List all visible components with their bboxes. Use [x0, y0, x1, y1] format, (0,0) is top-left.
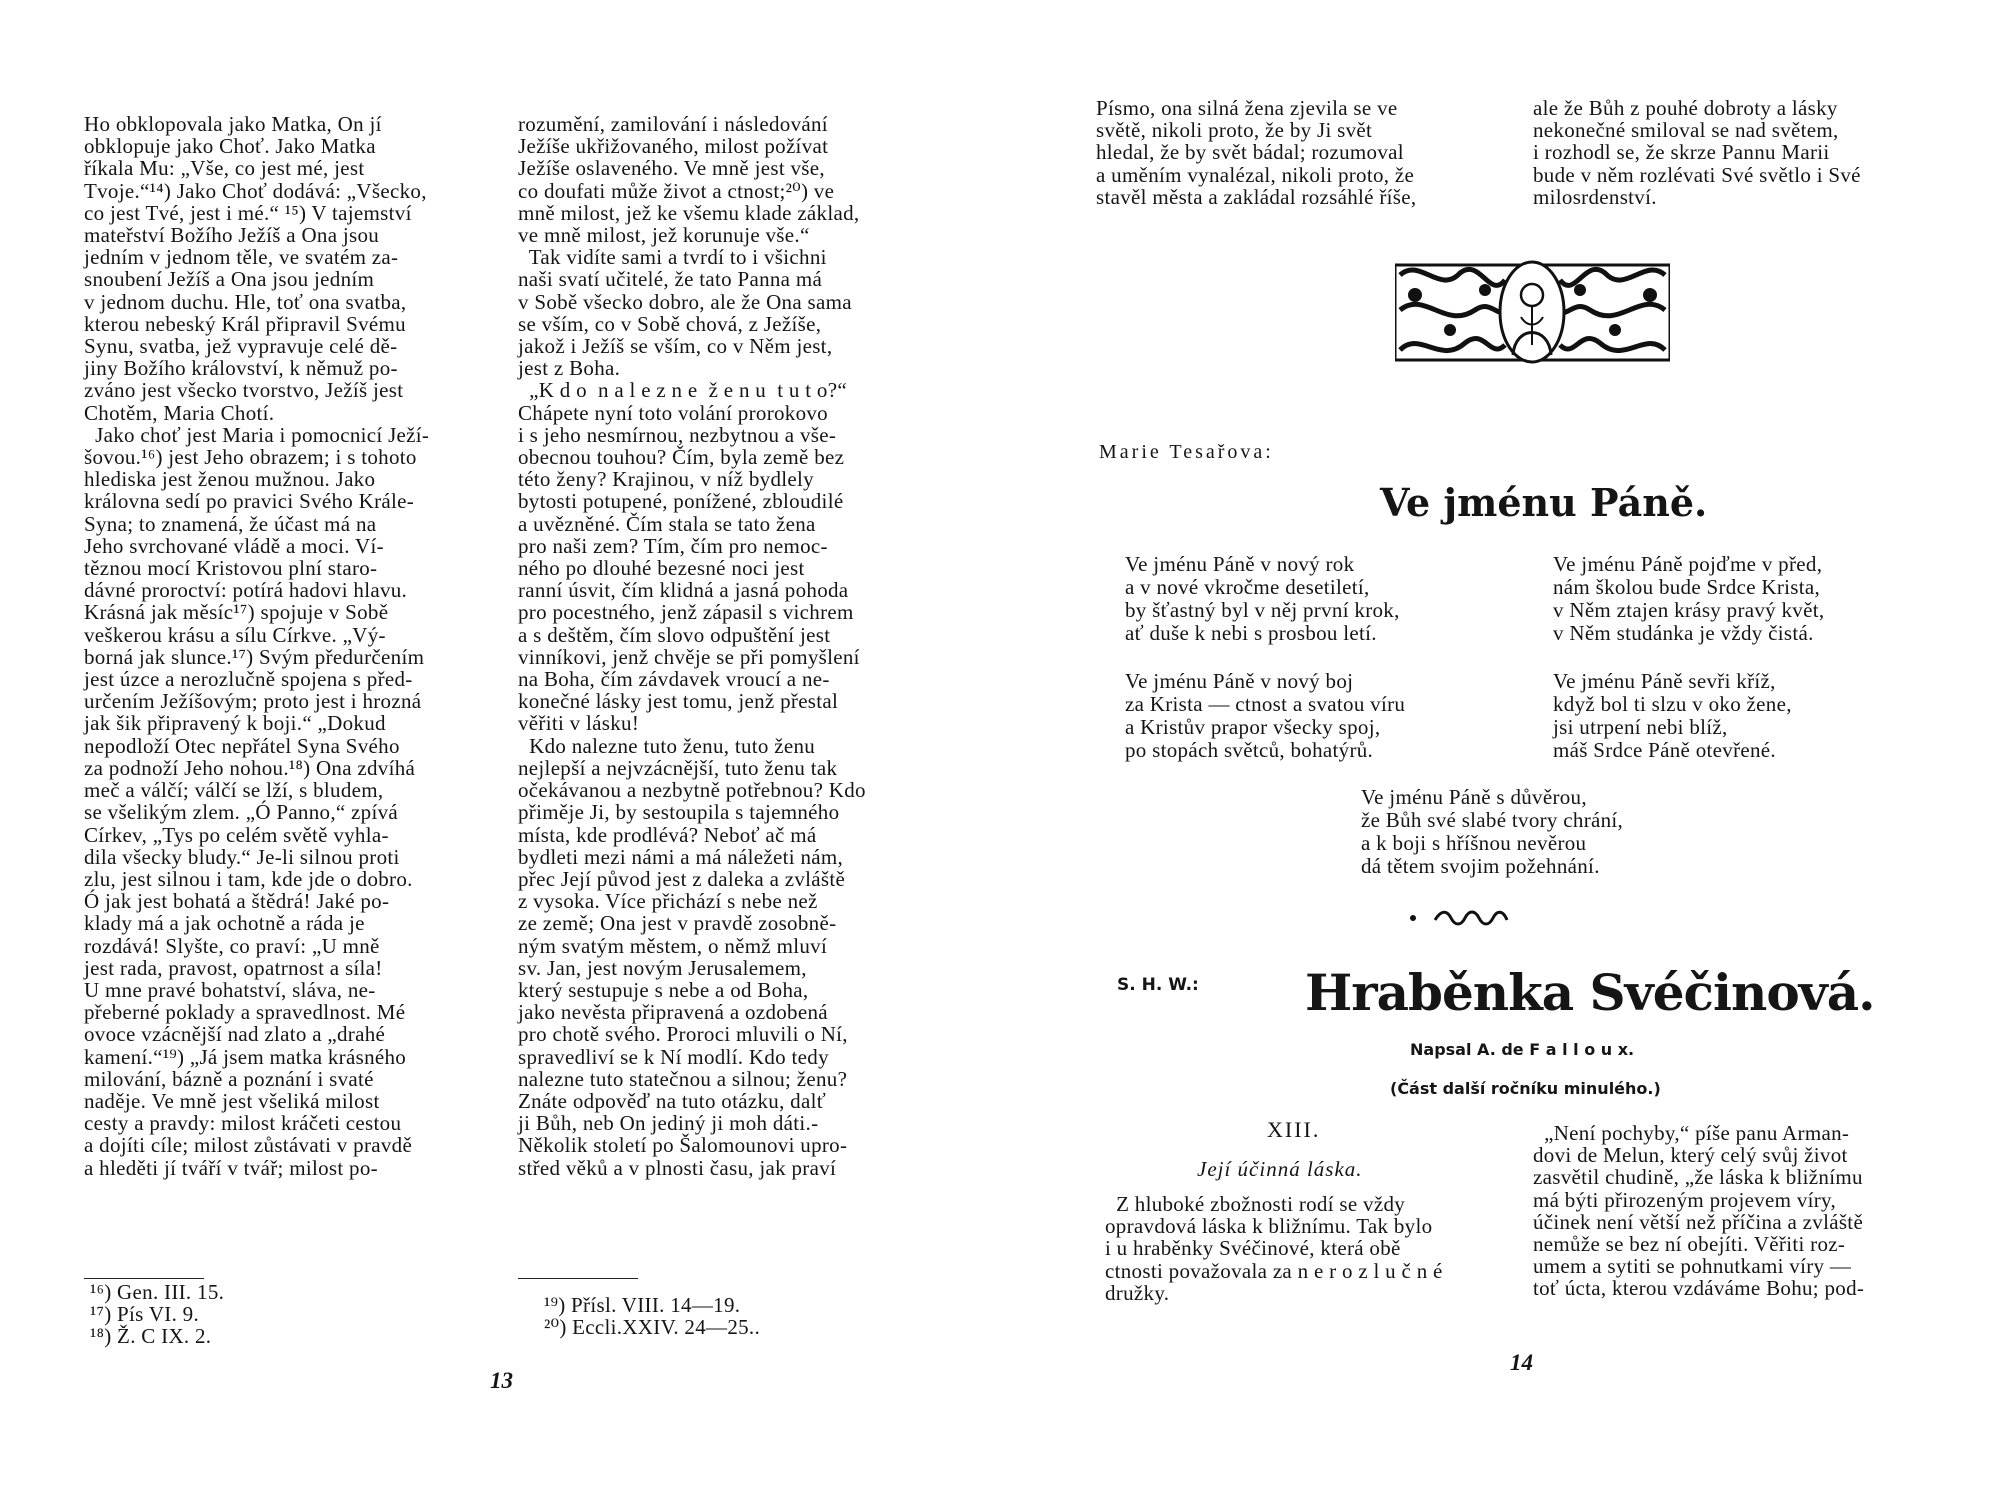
text-line: který sestupuje s nebe a od Boha,: [518, 977, 809, 1002]
text-line: družky.: [1105, 1280, 1170, 1305]
text-line: se všelikým zlem. „Ó Panno,“ zpívá: [84, 800, 399, 825]
text-line: milosrdenství.: [1533, 184, 1657, 209]
text-line: Jeho svrchované vládě a moci. Ví-: [84, 533, 384, 558]
text-line: obklopuje jako Choť. Jako Matka: [84, 134, 376, 159]
story-note: (Část další ročníku minulého.): [1390, 1079, 1661, 1098]
text-line: bytosti potupené, ponížené, zbloudilé: [518, 489, 844, 514]
text-line: milování, bázně a poznání i svaté: [84, 1066, 374, 1091]
text-line: se vším, co v Sobě chová, z Ježíše,: [518, 311, 822, 336]
poem-line: Ve jménu Páně v nový boj: [1125, 669, 1354, 693]
text-line: jest rada, pravost, opatrnost a síla!: [84, 955, 383, 980]
text-line: nejlepší a nejvzácnější, tuto ženu tak: [518, 755, 838, 780]
text-line: Tvoje.“¹⁴) Jako Choť dodává: „Všecko,: [84, 178, 427, 203]
footnote: ¹⁷) Pís VI. 9.: [90, 1302, 200, 1327]
footnote: ²⁰) Eccli.XXIV. 24—25..: [544, 1315, 761, 1340]
poem-line: Ve jménu Páně s důvěrou,: [1361, 785, 1587, 809]
text-line: hledal, že by svět bádal; rozumoval: [1096, 140, 1404, 165]
text-line: Kdo nalezne tuto ženu, tuto ženu: [518, 733, 816, 758]
left-page-column-1: [84, 113, 429, 1179]
text-line: Církev, „Tys po celém světě vyhla-: [84, 822, 389, 847]
text-line: Ho obklopovala jako Matka, On jí: [84, 112, 382, 136]
poem-line: máš Srdce Páně otevřené.: [1553, 738, 1776, 762]
text-line: ného po dlouhé bezesné noci jest: [518, 556, 805, 581]
text-line: přeberné poklady a spravedlnost. Mé: [84, 1000, 406, 1025]
text-line: jest z Boha.: [518, 356, 621, 381]
text-line: a uvězněné. Čím stala se tato žena: [518, 511, 816, 536]
text-line: říkala Mu: „Vše, co jest mé, jest: [84, 156, 365, 181]
text-line: a s deštěm, čím slovo odpuštění jest: [518, 622, 831, 647]
text-line: ctnosti považovala za n e r o z l u č n é: [1105, 1258, 1443, 1283]
poem-line: Ve jménu Páně pojďme v před,: [1553, 552, 1823, 576]
left-page-column-2: [518, 113, 866, 1179]
text-line: přec Její původ jest z daleka a zvláště: [518, 866, 846, 891]
story-author: S. H. W.:: [1117, 975, 1199, 995]
poem-line: jsi utrpení nebi blíž,: [1553, 715, 1728, 739]
text-line: světě, nikoli proto, že by Ji svět: [1096, 118, 1373, 143]
text-line: rozdává! Slyšte, co praví: „U mně: [84, 933, 380, 958]
text-line: i rozhodl se, že skrze Pannu Marii: [1533, 140, 1830, 165]
text-line: obecnou touhou? Čím, byla země bez: [518, 445, 845, 470]
text-line: Chotěm, Maria Chotí.: [84, 400, 275, 425]
text-line: ale že Bůh z pouhé dobroty a lásky: [1533, 96, 1838, 120]
text-line: hlediska jest ženou mužnou. Jako: [84, 467, 376, 492]
text-line: věřiti v lásku!: [518, 711, 640, 736]
text-line: kamení.“¹⁹) „Já jsem matka krásného: [84, 1044, 407, 1069]
text-line: jedním v jednom těle, ve svatém za-: [84, 245, 399, 270]
text-line: bydleti mezi námi a má náležeti nám,: [518, 844, 844, 869]
story-column-2: [1533, 1122, 1864, 1300]
poem-title: Ve jménu Páně.: [1380, 480, 1708, 525]
text-line: U mne pravé bohatství, sláva, ne-: [84, 977, 376, 1002]
poem-line: a v nové vkročme desetiletí,: [1125, 575, 1370, 599]
poem-line: v Něm ztajen krásy pravý květ,: [1553, 598, 1825, 622]
text-line: sv. Jan, jest novým Jerusalemem,: [518, 955, 807, 980]
text-line: mateřství Božího Ježíš a Ona jsou: [84, 223, 380, 248]
poem-line: a k boji s hříšnou nevěrou: [1361, 831, 1587, 855]
text-line: Znáte odpověď na tuto otázku, dalť: [518, 1088, 826, 1113]
text-line: pro naši zem? Tím, čím pro nemoc-: [518, 533, 828, 558]
text-line: této ženy? Krajinou, v níž bydlely: [518, 467, 814, 492]
poem-stanza: [1125, 670, 1405, 762]
poem-author: Marie Tesařova:: [1099, 441, 1274, 463]
footnote-rule: [518, 1278, 638, 1279]
text-line: jak šik připravený k boji.“ „Dokud: [84, 711, 386, 736]
text-line: jakož i Ježíš se vším, co v Něm jest,: [518, 334, 833, 359]
footnote: ¹⁶) Gen. III. 15.: [90, 1280, 225, 1304]
text-line: ranní úsvit, čím klidná a jasná pohoda: [518, 578, 849, 603]
text-line: Jako choť jest Maria i pomocnicí Ježí-: [84, 422, 430, 447]
text-line: borná jak slunce.¹⁷) Svým předurčením: [84, 644, 425, 669]
text-line: Několik století po Šalomounovi upro-: [518, 1133, 848, 1158]
text-line: nalezne tuto statečnou a silnou; ženu?: [518, 1066, 848, 1091]
text-line: nemůže se bez ní obejíti. Věřiti roz-: [1533, 1232, 1846, 1257]
text-line: dovi de Melun, který celý svůj život: [1533, 1143, 1848, 1168]
text-line: má býti přirozeným projevem víry,: [1533, 1187, 1837, 1212]
text-line: ve mně milost, jež korunuje vše.“: [518, 223, 810, 248]
poem-line: a Kristův prapor všecky spoj,: [1125, 715, 1381, 739]
text-line: Ó jak jest bohatá a štědrá! Jaké po-: [84, 889, 390, 914]
chapter-subtitle: Její účinná láska.: [1197, 1157, 1363, 1181]
chapter-number: XIII.: [1267, 1117, 1321, 1142]
text-line: umem a sytiti se pohnutkami víry —: [1533, 1254, 1852, 1279]
text-line: v Sobě všecko dobro, ale že Ona sama: [518, 289, 852, 314]
text-line: a uměním vynalézal, nikoli proto, že: [1096, 162, 1415, 187]
text-line: opravdová láska k bližnímu. Tak bylo: [1105, 1214, 1433, 1239]
text-line: místa, kde prodlévá? Neboť ač má: [518, 822, 817, 847]
text-line: zváno jest všecko tvorstvo, Ježíš jest: [84, 378, 404, 403]
right-page-top-column-2: [1533, 97, 1861, 208]
poem-line: ať duše k nebi s prosbou letí.: [1125, 621, 1377, 645]
text-line: kterou nebeský Král připravil Svému: [84, 311, 406, 336]
right-page: [1005, 0, 2010, 1500]
text-line: veškerou krásu a sílu Církve. „Vý-: [84, 622, 386, 647]
text-line: rozumění, zamilování i následování: [518, 112, 828, 136]
ornamental-vignette: [1395, 255, 1670, 375]
text-line: za podnoží Jeho nohou.¹⁸) Ona zdvíhá: [84, 755, 416, 780]
text-line: šovou.¹⁶) jest Jeho obrazem; i s tohoto: [84, 445, 417, 470]
text-line: ji Bůh, neb On jediný ji moh dáti.-: [518, 1111, 819, 1136]
poem-stanza: [1553, 670, 1792, 762]
poem-stanza: [1125, 553, 1400, 645]
vignette-image: [1395, 255, 1670, 370]
left-page-footnotes-2: [544, 1294, 760, 1338]
text-line: stavěl města a zakládal rozsáhlé říše,: [1096, 184, 1417, 209]
right-page-top-column-1: [1096, 97, 1416, 208]
text-line: z vysoka. Více přichází s nebe než: [518, 889, 818, 914]
text-line: naděje. Ve mně jest všeliká milost: [84, 1088, 380, 1113]
text-line: ovoce vzácnější nad zlato a „drahé: [84, 1022, 386, 1047]
text-line: určením Ježíšovým; proto jest i hrozná: [84, 689, 422, 714]
story-column-1: [1105, 1193, 1443, 1304]
text-line: zlu, jest silnou i tam, kde jde o dobro.: [84, 866, 413, 891]
text-line: i s jeho nesmírnou, nezbytnou a vše-: [518, 422, 837, 447]
text-line: „K d o n a l e z n e ž e n u t u t o?“: [518, 378, 847, 403]
text-line: Syna; to znamená, že účast má na: [84, 511, 377, 536]
text-line: nekonečné smiloval se nad světem,: [1533, 118, 1839, 143]
poem-line: v Něm studánka je vždy čistá.: [1553, 621, 1814, 645]
text-line: Ježíše oslaveného. Ve mně jest vše,: [518, 156, 825, 181]
story-title: Hraběnka Svéčinová.: [1305, 963, 1875, 1022]
left-page-footnotes-1: [90, 1281, 224, 1348]
poem-line: za Krista — ctnost a svatou víru: [1125, 692, 1406, 716]
text-line: meč a válčí; válčí se lží, s bludem,: [84, 778, 384, 803]
text-line: střed věků a v plnosti času, jak praví: [518, 1155, 837, 1180]
poem-line: by šťastný byl v něj první krok,: [1125, 598, 1400, 622]
text-line: v jednom duchu. Hle, toť ona svatba,: [84, 289, 407, 314]
poem-stanza: [1361, 786, 1623, 878]
poem-line: Ve jménu Páně v nový rok: [1125, 552, 1355, 576]
footnote: ¹⁹) Přísl. VIII. 14—19.: [544, 1293, 741, 1317]
text-line: klady má a jak ochotně a ráda je: [84, 911, 365, 936]
poem-line: po stopách světců, bohatýrů.: [1125, 738, 1374, 762]
text-line: naši svatí učitelé, že tato Panna má: [518, 267, 823, 292]
text-line: dila všecky bludy.“ Je-li silnou proti: [84, 844, 400, 869]
story-byline: Napsal A. de F a l l o u x.: [1410, 1040, 1635, 1059]
text-line: těznou mocí Kristovou plní staro-: [84, 556, 378, 581]
text-line: Synu, svatba, jež vypravuje celé dě-: [84, 334, 398, 359]
page-number: 14: [1510, 1350, 1533, 1375]
text-line: konečné lásky jest tomu, jenž přestal: [518, 689, 839, 714]
text-line: spravedliví se k Ní modlí. Kdo tedy: [518, 1044, 829, 1069]
text-line: pro pocestného, jenž zápasil s vichrem: [518, 600, 854, 625]
text-line: Tak vidíte sami a tvrdí to i všichni: [518, 245, 827, 270]
text-line: snoubení Ježíš a Ona jsou jedním: [84, 267, 375, 292]
footnote-rule: [84, 1278, 204, 1279]
poem-stanza: [1553, 553, 1824, 645]
text-line: cesty a pravdy: milost kráčeti cestou: [84, 1111, 402, 1136]
text-line: „Není pochyby,“ píše panu Arman-: [1533, 1121, 1850, 1145]
text-line: nepodloží Otec nepřátel Syna Svého: [84, 733, 400, 758]
text-line: Z hluboké zbožnosti rodí se vždy: [1105, 1192, 1406, 1216]
text-line: jiny Božího království, k němuž po-: [84, 356, 398, 381]
text-line: Krásná jak měsíc¹⁷) spojuje v Sobě: [84, 600, 389, 625]
footnote: ¹⁸) Ž. C IX. 2.: [90, 1324, 212, 1349]
text-line: přiměje Ji, by sestoupila s tajemného: [518, 800, 840, 825]
page-number: 13: [490, 1368, 513, 1393]
text-line: jako nevěsta připravená a ozdobená: [518, 1000, 828, 1025]
text-line: mně milost, jež ke všemu klade základ,: [518, 200, 860, 225]
text-line: toť úcta, kterou vzdáváme Bohu; pod-: [1533, 1276, 1865, 1301]
text-line: na Boha, čím závdavek vroucí a ne-: [518, 667, 830, 692]
text-line: ným svatým městem, o němž mluví: [518, 933, 828, 958]
text-line: zasvětil chudině, „že láska k bližnímu: [1533, 1165, 1863, 1190]
text-line: královna sedí po pravici Svého Krále-: [84, 489, 415, 514]
text-line: dávné proroctví: potírá hadovi hlavu.: [84, 578, 408, 603]
text-line: Chápete nyní toto volání prorokovo: [518, 400, 828, 425]
text-line: co jest Tvé, jest i mé.“ ¹⁵) V tajemství: [84, 200, 412, 225]
text-line: bude v něm rozlévati Své světlo i Své: [1533, 162, 1861, 187]
text-line: pro chotě svého. Proroci mluvili o Ní,: [518, 1022, 848, 1047]
poem-line: Ve jménu Páně sevři kříž,: [1553, 669, 1776, 693]
poem-line: nám školou bude Srdce Krista,: [1553, 575, 1821, 599]
poem-line: když bol ti slzu v oko žene,: [1553, 692, 1792, 716]
text-line: Ježíše ukřižovaného, milost požívat: [518, 134, 829, 159]
poem-line: že Bůh své slabé tvory chrání,: [1361, 808, 1624, 832]
text-line: očekávanou a nezbytně potřebnou? Kdo: [518, 778, 866, 803]
text-line: co doufati může život a ctnost;²⁰) ve: [518, 178, 835, 203]
text-line: i u hraběnky Svéčinové, která obě: [1105, 1236, 1401, 1261]
text-line: a hleděti jí tváří v tvář; milost po-: [84, 1155, 378, 1180]
poem-line: dá tětem svojim požehnání.: [1361, 854, 1600, 878]
end-ornament-image: [1405, 906, 1525, 928]
text-line: a dojíti cíle; milost zůstávati v pravdě: [84, 1133, 413, 1158]
end-ornament: [1405, 906, 1525, 933]
text-line: účinek není větší než příčina a zvláště: [1533, 1209, 1864, 1234]
text-line: vinníkovi, jenž chvěje se při pomyšlení: [518, 644, 860, 669]
text-line: jest úzce a nerozlučně spojena s před-: [84, 667, 413, 692]
text-line: ze země; Ona jest v pravdě zosobně-: [518, 911, 837, 936]
text-line: Písmo, ona silná žena zjevila se ve: [1096, 96, 1398, 120]
